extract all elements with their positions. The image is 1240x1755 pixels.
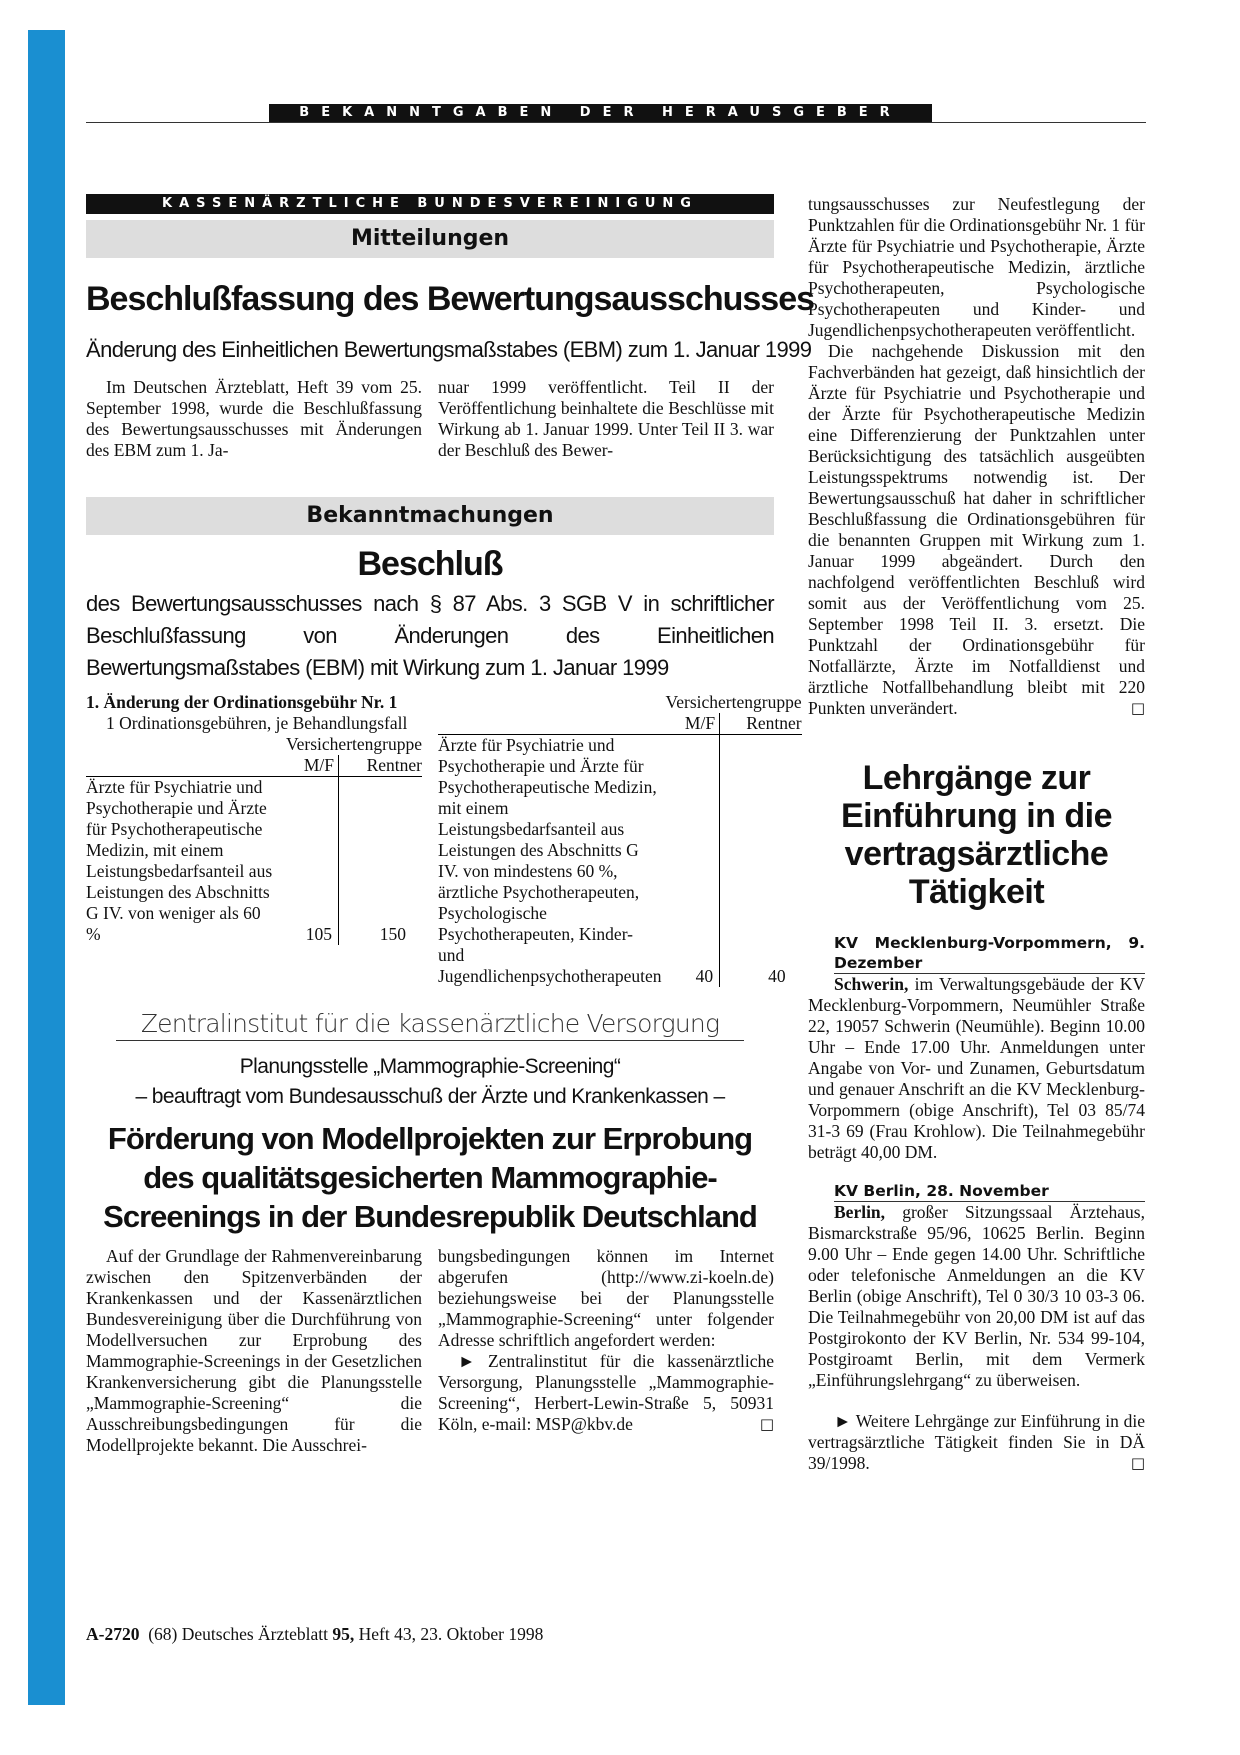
main-column <box>86 194 815 1456</box>
kv2-lead: Berlin, <box>834 1202 886 1222</box>
footer-text: (68) Deutsches Ärzteblatt <box>148 1624 329 1644</box>
beschluss-title: Beschluß <box>357 545 503 583</box>
beschluss-subtitle: des Bewertungsausschusses nach § 87 Abs. 3 SGB V in schriftlicher Beschlußfassung von Änderungen des Einheitlichen Bewertungsmaßstabes (EBM) mit Wirkung zum 1. Januar 1999 <box>86 591 774 680</box>
kv2-text: großer Sitzungssaal Ärztehaus, Bismarckstraße 95/96, 10625 Berlin. Beginn 9.00 Uhr – Ende gegen 14.00 Uhr. Schriftliche oder telefonische Anmeldungen an die KV Berlin (obige Anschrift), Tel 0 30/3 10 03-3 06. Die Teilnahmegebühr von 20,00 DM ist auf das Postgirokonto der KV Berlin, Nr. 534 99-104, Postgiroamt Berlin, mit dem Vermerk „Einführungslehrgang“ zu überweisen. <box>808 1202 1145 1390</box>
beschluss-col1 <box>86 692 422 945</box>
beschluss-col2 <box>438 692 802 987</box>
more-courses: ► Weitere Lehrgänge zur Einführung in die vertragsärztliche Tätigkeit finden Sie in DÄ 39/1998. <box>808 1411 1145 1473</box>
right-column <box>808 194 1145 1474</box>
kbv-body <box>86 377 774 461</box>
kv1-lead: Schwerin, <box>834 974 909 994</box>
fee-table-2 <box>438 692 802 987</box>
lehrgaenge-title: Lehrgänge zur Einführung in die vertragsärztliche Tätigkeit <box>840 759 1113 911</box>
row1-mf: 105 <box>283 777 338 946</box>
kv1-text: im Verwaltungsgebäude der KV Mecklenburg-Vorpommern, Neumühler Straße 22, 19057 Schwerin (Neumühle). Beginn 10.00 Uhr – Ende 17.00 Uhr. Anmeldungen unter Angabe von Vor- und Zunamen, Geburtsdatum und genauer Anschrift an die KV Mecklenburg-Vorpommern (obige Anschrift), Tel 03 85/74 31-3 69 (Frau Krohlow). Die Teilnahmegebühr beträgt 40,00 DM. <box>808 974 1145 1162</box>
footer-page: A-2720 <box>86 1624 140 1644</box>
kv1-paragraph <box>808 974 1145 1163</box>
zi-col2-p1: bungsbedingungen können im Internet abgerufen (http://www.zi-koeln.de) beziehungsweise bei der Planungsstelle „Mammographie-Screening“ unter folgender Adresse schriftlich angefordert werden: <box>438 1246 774 1350</box>
kbv-col2: nuar 1999 veröffentlicht. Teil II der Veröffentlichung beinhaltete die Beschlüsse mit Wirkung ab 1. Januar 1999. Unter Teil II 3. war der Beschluß des Bewer- <box>438 377 774 460</box>
fee-table-1 <box>86 734 422 945</box>
row1-rentner: 150 <box>379 924 406 944</box>
right-end-mark: □ <box>1130 699 1145 717</box>
kv2-heading: KV Berlin, 28. November <box>834 1181 1145 1202</box>
bekanntmachungen-bar: Bekanntmachungen <box>86 497 774 535</box>
group-label-2: Versichertengruppe <box>665 692 802 712</box>
zi-title: Förderung von Modellprojekten zur Erprobung des qualitätsgesicherten Mammographie-Screenings in der Bundesrepublik Deutschland <box>103 1121 757 1234</box>
zi-sub2: – beauftragt vom Bundesausschuß der Ärzte und Krankenkassen – <box>135 1085 725 1108</box>
kv2-paragraph <box>808 1202 1145 1391</box>
footer-volume: 95, <box>332 1624 355 1644</box>
kbv-col1: Im Deutschen Ärzteblatt, Heft 39 vom 25. September 1998, wurde die Beschlußfassung des Bewertungsausschusses mit Änderungen des EBM zum 1. Ja- <box>86 377 422 460</box>
col-mf: M/F <box>283 755 338 777</box>
col-rentner-2: Rentner <box>746 713 802 733</box>
mitteilungen-bar: Mitteilungen <box>86 220 774 258</box>
change-intro: 1 Ordinationsgebühren, je Behandlungsfall <box>106 713 408 733</box>
zi-end-mark: □ <box>759 1415 774 1433</box>
row2-rentner: 40 <box>768 966 786 986</box>
right-end-mark-2: □ <box>1130 1454 1145 1472</box>
zi-col1: Auf der Grundlage der Rahmenvereinbarung zwischen den Spitzenverbänden der Krankenkassen und der Kassenärztlichen Bundesvereinigung über die Durchführung von Modellversuchen zur Erprobung des Mammographie-Screenings in der Gesetzlichen Krankenversicherung gibt die Planungsstelle „Mammographie-Screening“ die Ausschreibungsbedingungen für die Modellprojekte bekannt. Die Ausschrei- <box>86 1246 422 1455</box>
zi-col2-p2: ► Zentralinstitut für die kassenärztliche Versorgung, Planungsstelle „Mammographie-Screening“, Herbert-Lewin-Straße 5, 50931 Köln, e-mail: MSP@kbv.de <box>438 1351 774 1434</box>
header-rule <box>86 122 1146 123</box>
footer-issue: Heft 43, 23. Oktober 1998 <box>358 1624 544 1644</box>
col-rentner: Rentner <box>366 755 422 775</box>
right-cont-p2: Die nachgehende Diskussion mit den Fachverbänden hat gezeigt, daß hinsichtlich der Ärzte für Psychiatrie und Psychotherapie und der Ärzte für Psychotherapeutische Medizin eine Differenzierung der Punktzahlen unter Berücksichtigung des tatsächlich ausgeübten Leistungsspektrums notwendig ist. Der Bewertungsausschuß hat daher in schriftlicher Beschlußfassung die Ordinationsgebühren für die benannten Gruppen mit Wirkung zum 1. Januar 1999 abgeändert. Durch den nachfolgend veröffentlichten Beschluß wird somit aus der Veröffentlichung vom 25. September 1998 Teil II. 3. ersetzt. Die Punktzahl der Ordinationsgebühr für Notfallärzte, Ärzte im Notfalldienst und ärztliche Notfallbehandlung bleibt mit 220 Punkten unverändert. <box>808 341 1145 718</box>
kbv-title: Beschlußfassung des Bewertungsausschusses <box>86 280 815 318</box>
beschluss-body <box>86 692 802 987</box>
right-cont-p1: tungsausschusses zur Neufestlegung der Punktzahlen für die Ordinationsgebühr Nr. 1 für Ärzte für Psychiatrie und Psychotherapie, Ärzte für Psychotherapeutische Medizin, ärztliche Psychotherapeuten, Psychologische Psychotherapeuten und Kinder- und Jugendlichenpsychotherapeuten veröffentlicht. <box>808 194 1145 340</box>
kv1-heading: KV Mecklenburg-Vorpommern, 9. Dezember <box>834 934 1145 972</box>
sidebar-stripe <box>28 30 65 1705</box>
col-mf-2: M/F <box>666 713 720 735</box>
group-label: Versichertengruppe <box>285 734 422 754</box>
row2-text: Ärzte für Psychiatrie und Psychotherapie und Ärzte für Psychotherapeutische Medizin, mit einem Leistungsbedarfsanteil aus Leistungen des Abschnitts G IV. von mindestens 60 %, ärztliche Psychotherapeuten, Psychologische Psychotherapeuten, Kinder- und Jugendlichenpsychotherapeuten <box>438 735 662 986</box>
page-footer <box>86 1624 543 1645</box>
zi-sub1: Planungsstelle „Mammographie-Screening“ <box>239 1055 621 1078</box>
change-heading: 1. Änderung der Ordinationsgebühr Nr. 1 <box>86 692 398 712</box>
zi-body <box>86 1246 774 1456</box>
row2-mf: 40 <box>666 735 720 988</box>
row1-text: Ärzte für Psychiatrie und Psychotherapie und Ärzte für Psychotherapeutische Medizin, mit einem Leistungsbedarfsanteil aus Leistungen des Abschnitts G IV. von weniger als 60 % <box>86 777 273 944</box>
kbv-bar: KASSENÄRZTLICHE BUNDESVEREINIGUNG <box>86 194 774 214</box>
zi-org: Zentralinstitut für die kassenärztliche Versorgung <box>116 1009 744 1041</box>
kbv-subtitle: Änderung des Einheitlichen Bewertungsmaßstabes (EBM) zum 1. Januar 1999 <box>86 337 812 362</box>
section-header: BEKANNTGABEN DER HERAUSGEBER <box>269 104 932 122</box>
